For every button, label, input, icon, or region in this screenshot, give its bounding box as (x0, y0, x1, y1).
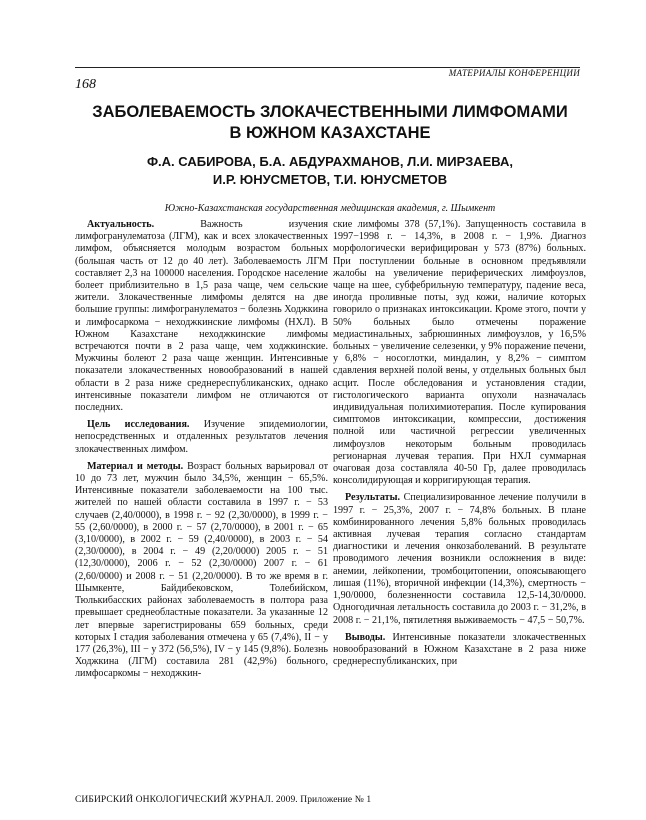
authors-line-1: Ф.А. САБИРОВА, Б.А. АБДУРАХМАНОВ, Л.И. МИРЗАЕВА, (146, 154, 514, 169)
paragraph-aim (75, 419, 328, 456)
text-methods: Возраст больных варьировал от 10 до 73 лет, мужчин было 34,5%, женщин − 65,5%. Интенсивные показатели заболеваемости на 100 тыс. жителей по нашей области составила в 1997 г. − 53 случаев (2,40/0000), в 1998 г. − 92 (2,30/0000), в 1999 г. − 55 (2,60/0000), в 2000 г. − 57 (2,70/0000), в 2001 г. − 65 (3,10/0000), в 2002 г. − 59 (2,40/0000), в 2003 г. − 54 (2,30/0000), в 2004 г. − 49 (2,20/0000) 2005 г. − 51 (12,30/0000), 2006 г. − 52 (2,30/0000) 2007 г. − 61 (2,60/0000) и 2008 г. − 51 (2,20/0000). В то же время в г. Шымкенте, Байдибековском, Толебийском, Тюлькибасских районах заболеваемость в полтора раза превышает среднеобластные показатели. За указанные 12 лет впервые зарегистрированы 659 больных, среди которых I стадия заболевания отмечена у 65 (7,4%), II − у 177 (26,3%), III − у 372 (56,5%), IV − у 145 (9,8%). Болезнь Ходжкина (ЛГМ) составила 281 (42,9%) больного, лимфосаркомы − неходжкин- (75, 460, 328, 680)
text-conclusions: Интенсивные показатели злокачественных новообразований в Южном Казахстане в 2 раза ниже среднереспубликанских, при (333, 631, 586, 668)
authors-line-2: И.Р. ЮНУСМЕТОВ, Т.И. ЮНУСМЕТОВ (212, 172, 448, 187)
affiliation: Южно-Казахстанская государственная медицинская академия, г. Шымкент (164, 203, 496, 214)
authors (60, 153, 600, 189)
left-column (75, 219, 328, 681)
text-aim: Изучение эпидемиологии, непосредственных и отдаленных результатов лечения злокачественных лимфом. (75, 419, 328, 455)
page-number: 168 (75, 77, 96, 92)
right-column (333, 219, 586, 668)
heading-relevance: Актуальность. (87, 219, 155, 230)
paragraph-methods (75, 461, 328, 681)
text-relevance: Важность изучения лимфогранулематоза (ЛГМ), как и всех злокачественных лимфом, объясняется молодым возрастом больных (большая часть от 12 до 40 лет). Заболеваемость ЛГМ составляет 2,3 на 100000 населения. Городское население болеет приблизительно в 1,5 раза чаще, чем сельские жители. Злокачественные лимфомы делятся на две большие группы: лимфогранулематоз − болезнь Ходжкина и лимфосаркома − неходжкинские лимфомы (НХЛ). В Южном Казахстане неходжкинские лимфомы встречаются почти в 2 раза чаще, чем ходжкинские. Мужчины болеют 2 раза чаще женщин. Интенсивные показатели злокачественных новообразований в нашей области в 2 раза ниже среднереспубликанских, однако интенсивные показатели лимфом не отличаются от последних. (75, 219, 328, 414)
title-line-1: ЗАБОЛЕВАЕМОСТЬ ЗЛОКАЧЕСТВЕННЫМИ ЛИМФОМАМИ (92, 103, 568, 121)
heading-methods: Материал и методы. (87, 460, 184, 472)
heading-results: Результаты. (345, 492, 400, 504)
paragraph-relevance (75, 219, 328, 414)
paragraph-conclusions (333, 632, 586, 669)
paragraph-results (333, 492, 586, 626)
heading-conclusions: Выводы. (345, 631, 386, 643)
running-header: МАТЕРИАЛЫ КОНФЕРЕНЦИИ (448, 68, 580, 78)
text-results: Специализированное лечение получили в 1997 г. − 25,3%, 2007 г. − 74,8% больных. В плане комбинированного лечения 5,8% больных проводилась активная лучевая терапия согласно стандартам диагностики и лечения онкозаболеваний. В результате проводимого лечения возникли осложнения в виде: анемии, лейкопении, тромбоцитопении, опоясывающего лишая (11%), вторичной инфекции (14,3%), смертность − 1,90/0000, болезненности составила 12,5-14,30/0000. Одногодичная летальность составила до 2003 г. − 31,2%, в 2008 г. − 21,1%, пятилетняя выживаемость − 47,5 − 50,7%. (333, 492, 586, 626)
title-line-2: В ЮЖНОМ КАЗАХСТАНЕ (229, 124, 431, 142)
text-methods-continued: ские лимфомы 378 (57,1%). Запущенность составила в 1997−1998 г. − 14,3%, в 2008 г. − 1,9%. Диагноз морфологически верифицирован у 573 (87%) больных. При поступлении больные в основном предъявляли жалобы на увеличение периферических лимфоузлов, чаще на шее, субфебрильную температуру, падение веса, иногда проливные поты, зуд кожи, наличие которых говорило о признаках интоксикации. Кроме этого, почти у 50% больных было отмечены поражение медиастинальных, забрюшинных лимфоузлов, у 16,5% больных − увеличение селезенки, у 9% поражение печени, у 6,8% − носоглотки, миндалин, у 8,2% − симптом сдавления верхней полой вены, у отдельных больных был асцит. После обследования и установления стадии, гистологического варианта опухоли назначалась индивидуальная полихимиотерапия. После купирования симптомов интоксикации, компрессии, достижения полной или частичной регрессии увеличенных лимфоузлов некоторым больным проводилась регионарная лучевая терапия. При НХЛ суммарная очаговая доза составляла 40-50 Гр, далее проводилась консолидирующая и корригирующая терапия. (333, 219, 586, 487)
article-title (60, 102, 600, 144)
heading-aim: Цель исследования. (87, 419, 190, 431)
journal-footer: СИБИРСКИЙ ОНКОЛОГИЧЕСКИЙ ЖУРНАЛ. 2009. Приложение № 1 (75, 795, 372, 805)
paragraph-methods-continued (333, 219, 586, 487)
